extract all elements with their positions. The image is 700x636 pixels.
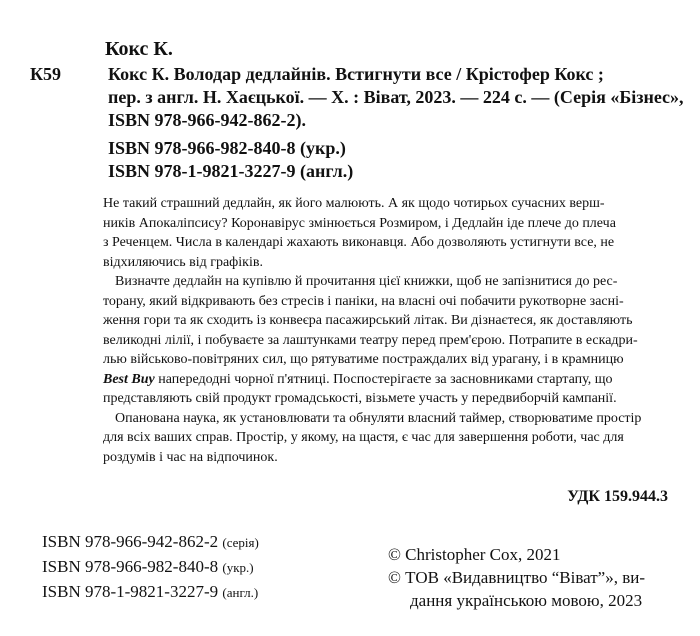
classification-code: К59 <box>30 64 62 84</box>
isbn-number: ISBN 978-966-982-840-8 <box>42 557 219 576</box>
isbn-number: ISBN 978-1-9821-3227-9 <box>42 582 219 601</box>
annotation-line: великодні лілії, і побуваєте за лаштунками театру перед прем'єрою. Потрапите в ескадри- <box>103 332 638 348</box>
annotation-line: Не такий страшний дедлайн, як його малюють. А як щодо чотирьох сучасних верш- <box>103 196 605 211</box>
copyright-publisher: © ТОВ «Видавництво “Віват”», ви- <box>388 568 646 587</box>
author-heading: Кокс К. <box>105 38 173 60</box>
annotation-line: Опанована наука, як установлювати та обнуляти власний таймер, створюватиме простір <box>115 410 642 426</box>
annotation-line: представляють свій продукт громадськості, візьмете участь у передвиборчій кампанії. <box>103 391 617 406</box>
copyright-author: © Christopher Cox, 2021 <box>388 545 561 564</box>
annotation-line: ження гори та як сходить із конвеєра пасажирський літак. Ви дізнаєтеся, як доставляють <box>103 313 633 328</box>
footer-isbn-series <box>42 532 259 552</box>
isbn-note: (укр.) <box>222 560 254 575</box>
isbn-eng: ISBN 978-1-9821-3227-9 (англ.) <box>108 161 354 181</box>
footer-isbn-ukr <box>42 557 254 577</box>
store-name: Best Buy <box>103 371 155 387</box>
biblio-line-3: ISBN 978-966-942-862-2). <box>108 110 306 130</box>
annotation-line: роздумів і час на відпочинок. <box>103 449 278 465</box>
annotation-line: з Реченцем. Числа в календарі жахають виконавця. Або дозволяють устигнути все, не <box>103 235 615 250</box>
annotation-line: торану, який відкривають без стресів і паніки, на власні очі побачити рукотворне засні- <box>103 293 624 309</box>
annotation-line: ників Апокаліпсису? Коронавірус змінюється Розмиром, і Дедлайн іде плече до плеча <box>103 215 616 231</box>
annotation-line: лью військово-повітряних сил, що рятуватиме постраждалих від урагану, і в крамницю <box>103 352 624 367</box>
udk-code: УДК 159.944.3 <box>567 488 668 505</box>
store-line-rest: напередодні чорної п'ятниці. Поспостерігаєте за засновниками стартапу, що <box>154 371 613 387</box>
copyright-edition: дання українською мовою, 2023 <box>410 591 643 610</box>
biblio-line-2: пер. з англ. Н. Хаєцької. — Х. : Віват, 2023. — 224 с. — (Серія «Бізнес», <box>108 87 684 107</box>
annotation-line-store <box>103 370 673 390</box>
isbn-number: ISBN 978-966-942-862-2 <box>42 532 219 551</box>
annotation-paragraph-2 <box>103 272 673 467</box>
annotation-line: відхиляючись від графіків. <box>103 254 263 270</box>
isbn-ukr: ISBN 978-966-982-840-8 (укр.) <box>108 138 346 158</box>
annotation-line: Визначте дедлайн на купівлю й прочитання цієї книжки, щоб не запізнитися до рес- <box>115 274 618 289</box>
annotation-paragraph-1 <box>103 194 673 272</box>
isbn-note: (англ.) <box>222 585 259 600</box>
footer-isbn-eng <box>42 582 258 602</box>
isbn-note: (серія) <box>222 535 259 550</box>
biblio-line-1: Кокс К. Володар дедлайнів. Встигнути все / Крістофер Кокс ; <box>108 64 604 84</box>
annotation-line: для всіх ваших справ. Простір, у якому, на щастя, є час для завершення роботи, час для <box>103 430 624 445</box>
